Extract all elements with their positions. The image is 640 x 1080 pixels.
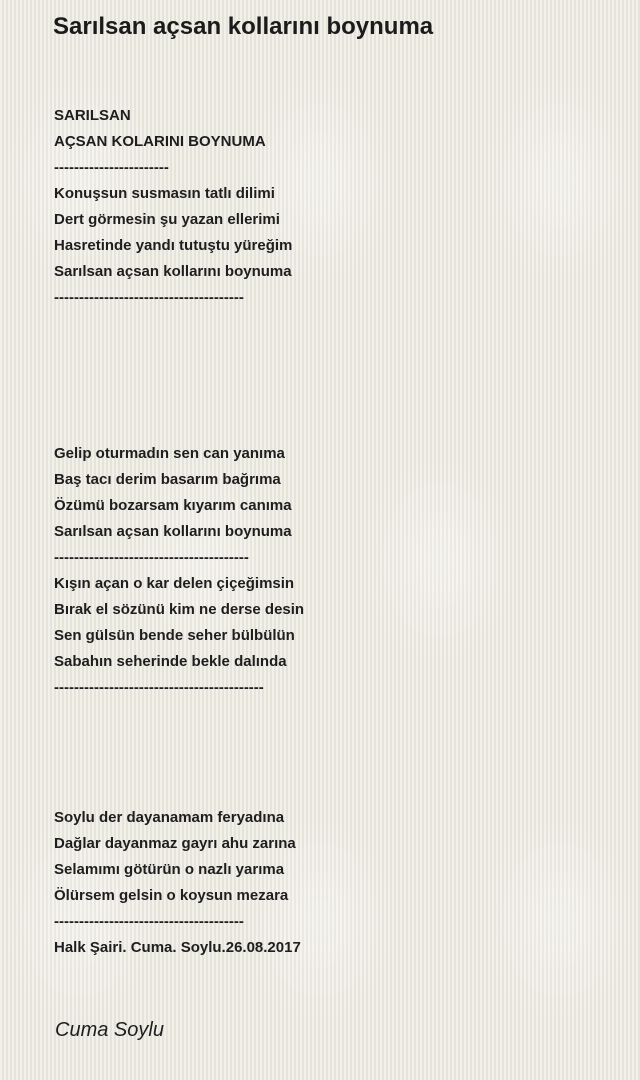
poem-divider: -------------------------------------- bbox=[54, 289, 244, 306]
poem-line: Sarılsan açsan kollarını boynuma bbox=[54, 263, 292, 280]
poem-divider: -------------------------------------- bbox=[54, 913, 244, 930]
poem-line: Dert görmesin şu yazan ellerimi bbox=[54, 211, 280, 228]
poem-divider: --------------------------------------- bbox=[54, 549, 249, 566]
poem-line: Ölürsem gelsin o koysun mezara bbox=[54, 887, 289, 904]
poem-line: Selamımı götürün o nazlı yarıma bbox=[54, 861, 285, 878]
poem-blank-line bbox=[54, 418, 614, 444]
poem-line: SARILSAN bbox=[54, 107, 131, 124]
poem-line: Konuşsun susmasın tatlı dilimi bbox=[54, 185, 275, 202]
poem-line: Hasretinde yandı tutuştu yüreğim bbox=[54, 237, 293, 254]
poem-line: Sarılsan açsan kollarını boynuma bbox=[54, 523, 292, 540]
poem-signature-line: Halk Şairi. Cuma. Soylu.26.08.2017 bbox=[54, 939, 301, 956]
author-name: Cuma Soylu bbox=[55, 1019, 164, 1041]
poem-title: Sarılsan açsan kollarını boynuma bbox=[53, 13, 434, 40]
poem-blank-line bbox=[54, 730, 614, 756]
poem-blank-line bbox=[54, 366, 614, 392]
poem-line: Sen gülsün bende seher bülbülün bbox=[54, 627, 295, 644]
poem-line: Bırak el sözünü kim ne derse desin bbox=[54, 601, 305, 618]
poem-line: Sabahın seherinde bekle dalında bbox=[54, 653, 287, 670]
poem-line: Gelip oturmadın sen can yanıma bbox=[54, 445, 285, 462]
poem-line: Baş tacı derim basarım bağrıma bbox=[54, 471, 281, 488]
poem-line: AÇSAN KOLARINI BOYNUMA bbox=[54, 133, 266, 150]
poem-divider: ----------------------- bbox=[54, 159, 169, 176]
poem-line: Özümü bozarsam kıyarım canıma bbox=[54, 497, 292, 514]
poem-line: Kışın açan o kar delen çiçeğimsin bbox=[54, 575, 295, 592]
poem-body bbox=[54, 106, 614, 964]
poem-blank-line bbox=[54, 704, 614, 730]
poem-line: Dağlar dayanmaz gayrı ahu zarına bbox=[54, 835, 296, 852]
poem-blank-line bbox=[54, 756, 614, 782]
poem-blank-line bbox=[54, 782, 614, 808]
poem-divider: ------------------------------------------ bbox=[54, 679, 264, 696]
poem-blank-line bbox=[54, 314, 614, 340]
poem-blank-line bbox=[54, 392, 614, 418]
poem-blank-line bbox=[54, 340, 614, 366]
poem-line: Soylu der dayanamam feryadına bbox=[54, 809, 285, 826]
